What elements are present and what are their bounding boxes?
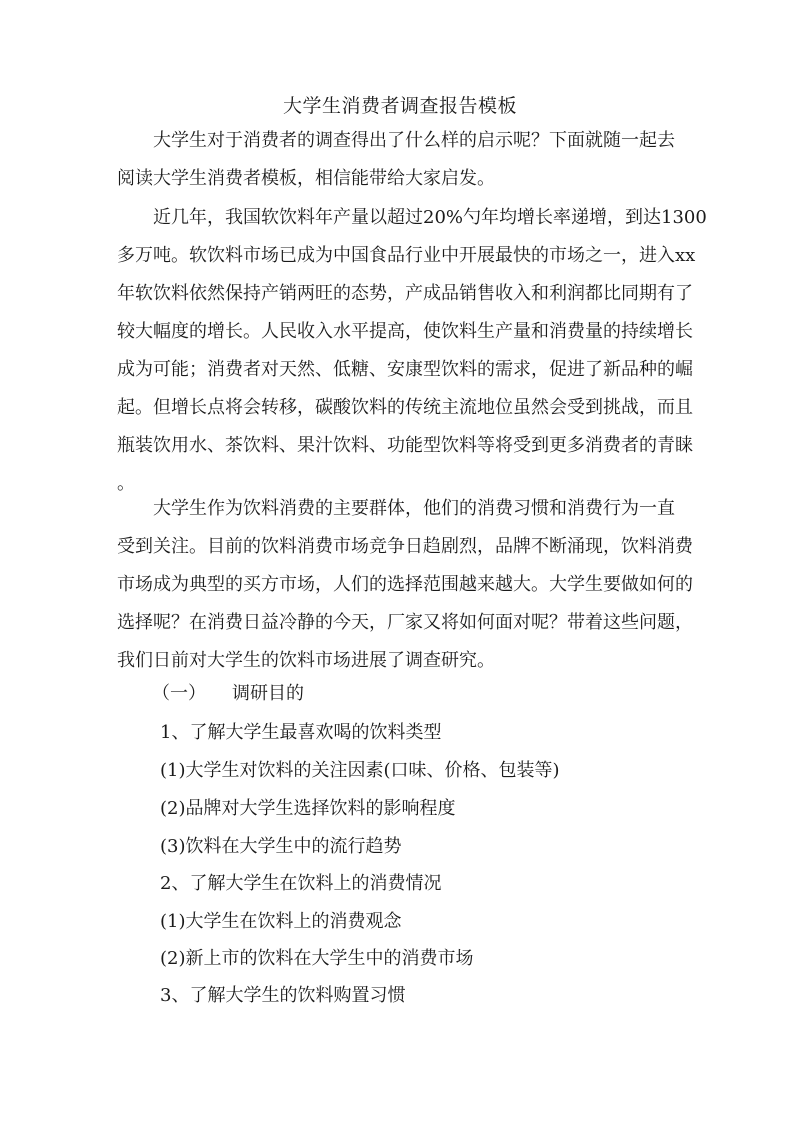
paragraph-line: 大学生对于消费者的调查得出了什么样的启示呢？下面就随一起去 (117, 130, 675, 151)
list-item: (2)新上市的饮料在大学生中的消费市场 (160, 948, 474, 969)
section-number: （一） (152, 683, 206, 704)
section-heading (152, 681, 304, 707)
paragraph-line: 多万吨。软饮料市场已成为中国食品行业中开展最快的市场之一，进入xx (117, 245, 696, 266)
paragraph-line: 成为可能；消费者对天然、低糖、安康型饮料的需求，促进了新品种的崛 (117, 359, 693, 380)
market-paragraph (117, 205, 707, 509)
list-item: (2)品牌对大学生选择饮料的影响程度 (160, 798, 456, 819)
paragraph-line: 。 (117, 473, 135, 494)
list-item: (1)大学生在饮料上的消费观念 (160, 911, 402, 932)
paragraph-line: 市场成为典型的买方市场，人们的选择范围越来越大。大学生要做如何的 (117, 574, 693, 595)
paragraph-line: 选择呢？在消费日益冷静的今天，厂家又将如何面对呢？带着这些问题， (117, 612, 693, 633)
paragraph-line: 我们日前对大学生的饮料市场进展了调查研究。 (117, 650, 495, 671)
students-paragraph (117, 496, 693, 686)
intro-paragraph (117, 128, 687, 204)
section-label: 调研目的 (232, 683, 304, 704)
paragraph-line: 较大幅度的增长。人民收入水平提高，使饮料生产量和消费量的持续增长 (117, 321, 693, 342)
list-item: 1、了解大学生最喜欢喝的饮料类型 (160, 722, 442, 743)
list-item: 3、了解大学生的饮料购置习惯 (160, 985, 406, 1006)
paragraph-line: 年软饮料依然保持产销两旺的态势，产成品销售收入和利润都比同期有了 (117, 283, 693, 304)
list-item: (3)饮料在大学生中的流行趋势 (160, 836, 402, 857)
paragraph-line: 大学生作为饮料消费的主要群体，他们的消费习惯和消费行为一直 (117, 498, 675, 519)
paragraph-line: 受到关注。目前的饮料消费市场竞争日趋剧烈，品牌不断涌现，饮料消费 (117, 536, 693, 557)
paragraph-line: 阅读大学生消费者模板，相信能带给大家启发。 (117, 168, 495, 189)
document-title: 大学生消费者调查报告模板 (282, 95, 517, 117)
paragraph-line: 起。但增长点将会转移，碳酸饮料的传统主流地位虽然会受到挑战，而且 (117, 397, 693, 418)
list-item: (1)大学生对饮料的关注因素(口味、价格、包装等) (160, 760, 560, 781)
paragraph-line: 近几年，我国软饮料年产量以超过20%勺年均增长率递增，到达1300 (117, 207, 707, 228)
paragraph-line: 瓶装饮用水、茶饮料、果汁饮料、功能型饮料等将受到更多消费者的青睐 (117, 435, 693, 456)
list-item: 2、了解大学生在饮料上的消费情况 (160, 873, 442, 894)
